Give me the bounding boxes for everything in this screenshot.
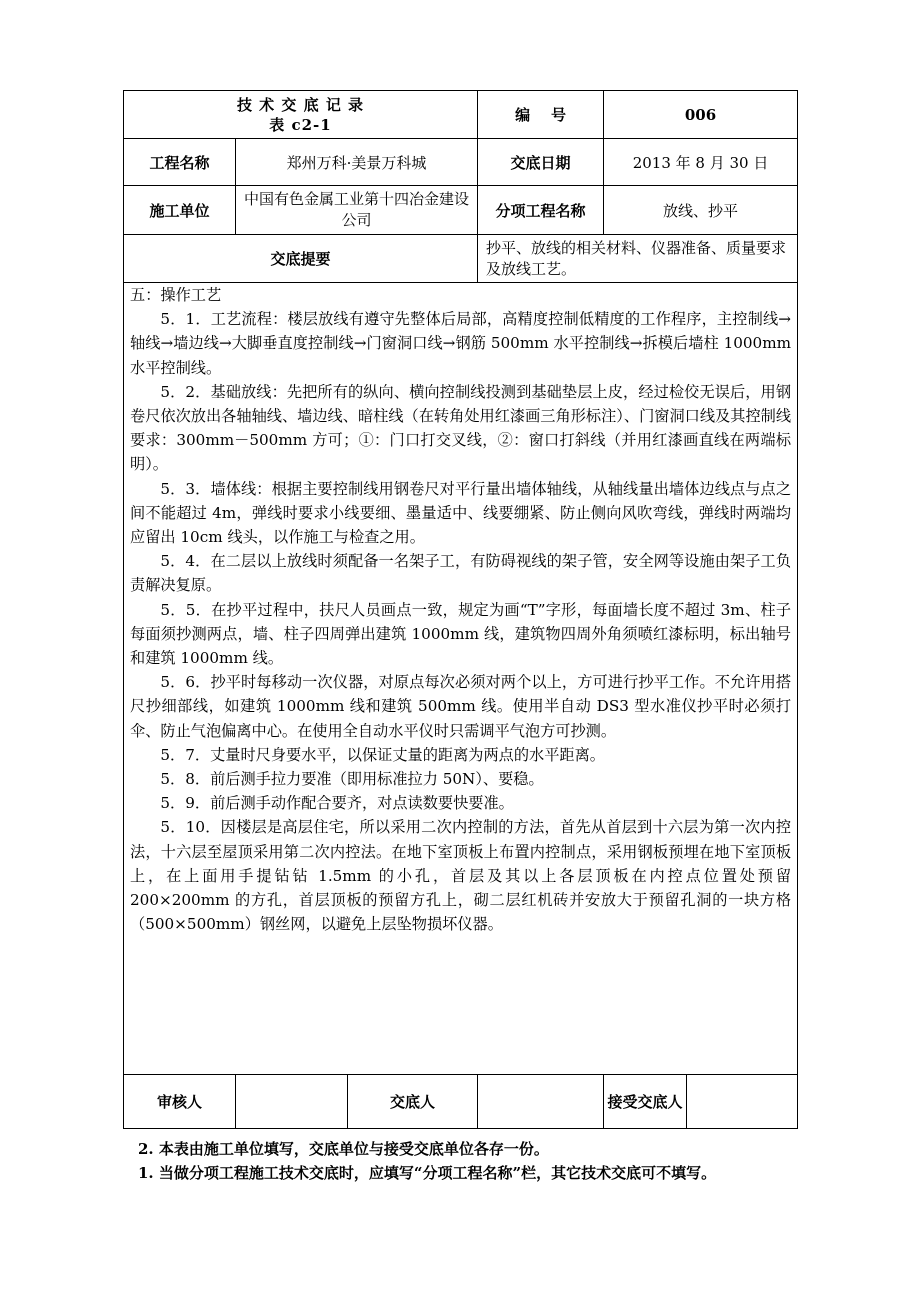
date-label: 交底日期 [478,139,604,186]
paragraph: 5．5．在抄平过程中，扶尺人员画点一致，规定为画“T”字形，每面墙长度不超过 3m、柱子每面须抄测两点，墙、柱子四周弹出建筑 1000mm 线，建筑物四周外角须喷红漆标明，标出轴号和建筑 1000mm 线。 [130,600,792,668]
content-body [130,283,791,936]
project-name-label: 工程名称 [124,139,236,186]
receiver-label: 接受交底人 [604,1075,687,1129]
form-table [123,90,798,1129]
paragraph: 5．2．基础放线：先把所有的纵向、横向控制线投测到基础垫层上皮，经过检佼无误后，用钢卷尺依次放出各轴轴线、墙边线、暗柱线（在转角处用红漆画三角形标注）、门窗洞口线及其控制线要求：300mm－500mm 方可；①：门口打交叉线，②：窗口打斜线（并用红漆画直线在两端标明）。 [130,382,792,474]
paragraph: 5．1．工艺流程：楼层放线有遵守先整体后局部，高精度控制低精度的工作程序，主控制线→轴线→墙边线→大脚垂直度控制线→门窗洞口线→钢筋 500mm 水平控制线→拆模后墙柱 1000mm 水平控制线。 [130,310,792,377]
paragraph: 5．10．因楼层是高层住宅，所以采用二次内控制的方法，首先从首层到十六层为第一次内控法，十六层至屋顶采用第二次内控法。在地下室顶板上布置内控制点，采用钢板预埋在地下室顶板上，在上面用手提钻钻 1.5mm 的小孔，首层及其以上各层顶板在内控点位置处预留 200×200mm 的方孔，首层顶板的预留方孔上，砌二层红机砖并安放大于预留孔洞的一块方格（500×500mm）钢丝网，以避免上层坠物损坏仪器。 [130,818,792,934]
paragraph: 5．7．丈量时尺身要水平，以保证丈量的距离为两点的水平距离。 [160,745,605,764]
section-title: 五：操作工艺 [130,286,222,304]
paragraph: 5．8．前后测手拉力要准（即用标准拉力 50N）、要稳。 [160,770,544,789]
footnotes [138,1137,716,1185]
subproject-value: 放线、抄平 [604,186,798,235]
paragraph: 5．4．在二层以上放线时须配备一名架子工，有防碍视线的架子管，安全网等设施由架子工负责解决复原。 [130,552,792,595]
construction-unit-value: 中国有色金属工业第十四冶金建设公司 [244,190,470,229]
form-code: 表 c2-1 [269,115,332,134]
summary-label: 交底提要 [124,235,478,283]
form-title: 技 术 交 底 记 录 [236,95,365,114]
summary-value: 抄平、放线的相关材料、仪器准备、质量要求及放线工艺。 [486,238,787,278]
number-label: 编 号 [478,91,604,139]
project-name-value: 郑州万科·美景万科城 [236,139,478,186]
receiver-value[interactable] [687,1075,798,1129]
subproject-label: 分项工程名称 [478,186,604,235]
number-value: 006 [604,91,798,139]
technical-disclosure-form [123,90,797,1129]
construction-unit-label: 施工单位 [124,186,236,235]
summary-cell [478,235,798,283]
reviewer-value[interactable] [236,1075,348,1129]
paragraph: 5．3．墙体线：根据主要控制线用钢卷尺对平行量出墙体轴线，从轴线量出墙体边线点与点之间不能超过 4m，弹线时要求小线要细、墨量适中、线要绷紧、防止侧向风吹弯线，弹线时两端均应留出 10cm 线头，以作施工与检查之用。 [130,479,792,547]
discloser-value[interactable] [478,1075,604,1129]
content-cell [124,283,798,1075]
construction-unit-cell [236,186,478,235]
footnote: 2. 本表由施工单位填写，交底单位与接受交底单位各存一份。 [138,1140,549,1158]
date-value: 2013 年 8 月 30 日 [604,139,798,186]
reviewer-label: 审核人 [124,1075,236,1129]
footnote: 1. 当做分项工程施工技术交底时，应填写“分项工程名称”栏，其它技术交底可不填写。 [138,1164,717,1182]
paragraph: 5．6．抄平时每移动一次仪器，对原点每次必须对两个以上，方可进行抄平工作。不允许用搭尺抄细部线，如建筑 1000mm 线和建筑 500mm 线。使用半自动 DS3 型水准仪抄平时必须打伞、防止气泡偏离中心。在使用全自动水平仪时只需调平气泡方可抄测。 [130,673,792,740]
discloser-label: 交底人 [348,1075,478,1129]
form-title-cell [124,91,478,139]
paragraph: 5．9．前后测手动作配合要齐，对点读数要快要准。 [160,794,514,813]
